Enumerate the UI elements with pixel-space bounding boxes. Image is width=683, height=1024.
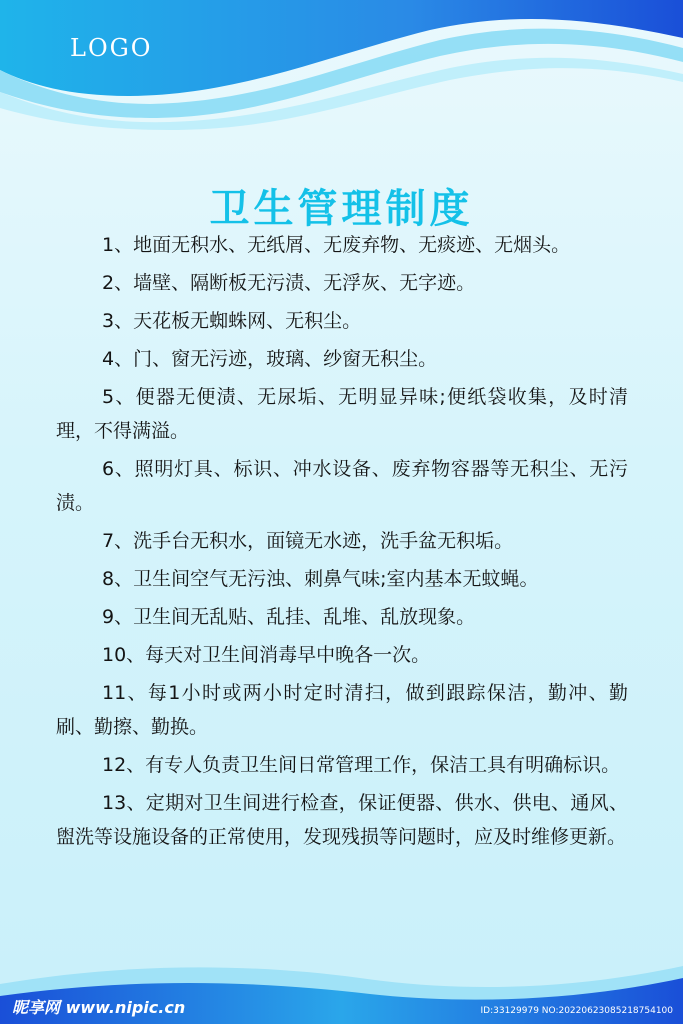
top-wave-decoration — [0, 0, 683, 130]
rule-item: 13、定期对卫生间进行检查，保证便器、供水、供电、通风、盥洗等设施设备的正常使用，发现残损等问题时，应及时维修更新。 — [56, 792, 628, 848]
rule-item: 5、便器无便渍、无尿垢、无明显异味;便纸袋收集，及时清理，不得满溢。 — [56, 386, 628, 442]
rule-item: 8、卫生间空气无污浊、刺鼻气味;室内基本无蚊蝇。 — [102, 568, 539, 590]
rule-item: 1、地面无积水、无纸屑、无废弃物、无痰迹、无烟头。 — [102, 234, 571, 256]
rule-item: 6、照明灯具、标识、冲水设备、废弃物容器等无积尘、无污渍。 — [56, 458, 628, 514]
rule-item: 11、每1小时或两小时定时清扫，做到跟踪保洁，勤冲、勤刷、勤擦、勤换。 — [56, 682, 628, 738]
rule-item: 2、墙壁、隔断板无污渍、无浮灰、无字迹。 — [102, 272, 476, 294]
rule-item: 3、天花板无蜘蛛网、无积尘。 — [102, 310, 362, 332]
rule-item: 4、门、窗无污迹，玻璃、纱窗无积尘。 — [102, 348, 438, 370]
rule-item: 10、每天对卫生间消毒早中晚各一次。 — [102, 644, 431, 666]
rule-item: 7、洗手台无积水，面镜无水迹，洗手盆无积垢。 — [102, 530, 514, 552]
rules-list — [56, 228, 628, 858]
watermark-text: 昵享网 www.nipic.cn — [12, 998, 186, 1017]
rule-item: 12、有专人负责卫生间日常管理工作，保洁工具有明确标识。 — [102, 754, 621, 776]
rule-item: 9、卫生间无乱贴、乱挂、乱堆、乱放现象。 — [102, 606, 476, 628]
image-id-text: ID:33129979 NO:20220623085218754100 — [480, 1006, 673, 1016]
logo-text: LOGO — [70, 34, 153, 62]
page-title: 卫生管理制度 — [209, 185, 474, 232]
